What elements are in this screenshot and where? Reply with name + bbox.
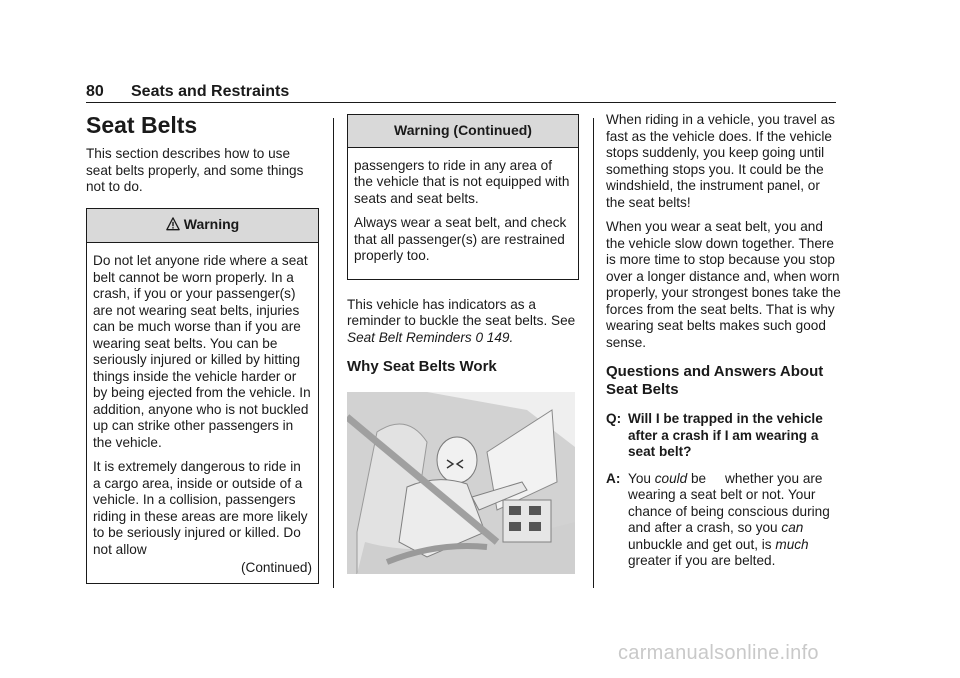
page-header <box>86 83 289 101</box>
answer-item <box>606 471 841 570</box>
section-title: Seats and Restraints <box>131 83 290 100</box>
answer-text: You could be whether you are wearing a seat belt or not. Your chance of being conscious during and after a crash, so you can unbuckle and get out, is much greater if you are belted. <box>628 470 834 568</box>
column-divider-1 <box>333 118 334 588</box>
qa-heading: Questions and Answers About Seat Belts <box>606 363 824 398</box>
warning-paragraph-1: Do not let anyone ride where a seat belt cannot be worn properly. In a crash, if you or your passenger(s) are not wearing seat belts, injuries can be much worse than if you are wearing seat belts. You can be seriously injured or killed by hitting things inside the vehicle harder or by being ejected from the vehicle. In addition, anyone who is not buckled up can strike other passengers in the vehicle. <box>93 253 311 450</box>
warning-continued-header: Warning (Continued) <box>348 115 578 148</box>
column-3 <box>606 112 841 580</box>
question-item <box>606 411 841 461</box>
column-2 <box>347 114 579 574</box>
warning-continued-paragraph-2: Always wear a seat belt, and check that all passenger(s) are restrained properly too. <box>354 215 567 263</box>
indicators-paragraph <box>347 297 579 347</box>
column-divider-2 <box>593 118 594 588</box>
intro-paragraph: This section describes how to use seat belts properly, and some things not to do. <box>86 146 304 194</box>
warning-paragraph-2: It is extremely dangerous to ride in a cargo area, inside or outside of a vehicle. In a collision, passengers riding in these areas are more likely to be seriously injured or killed. Do not allow <box>93 459 308 557</box>
seat-belt-reminders-link[interactable]: Seat Belt Reminders <box>347 329 472 345</box>
crash-test-figure <box>347 392 575 574</box>
warning-continued-paragraph-1: passengers to ride in any area of the vehicle that is not equipped with seats and seat belts. <box>354 157 570 206</box>
why-seat-belts-heading: Why Seat Belts Work <box>347 358 497 375</box>
question-text: Will I be trapped in the vehicle after a crash if I am wearing a seat belt? <box>628 411 823 459</box>
warning-heading: Warning <box>183 215 240 232</box>
warning-continued-box <box>347 114 579 280</box>
question-label: Q: <box>606 411 622 426</box>
warning-triangle-icon <box>166 217 180 235</box>
warning-header <box>87 209 318 244</box>
page-number: 80 <box>86 83 104 100</box>
indicators-text: This vehicle has indicators as a reminder to buckle the seat belts. See <box>347 296 576 328</box>
column-1 <box>86 112 319 584</box>
page-title: Seat Belts <box>86 112 198 138</box>
continued-label: (Continued) <box>240 560 312 575</box>
paragraph-travel-speed: When riding in a vehicle, you travel as fast as the vehicle does. If the vehicle stops suddenly, you keep going until something stops you. It could be the windshield, the instrument panel, or the seat belts! <box>606 112 835 210</box>
warning-box <box>86 208 319 584</box>
header-rule <box>86 102 836 103</box>
answer-label: A: <box>606 470 621 486</box>
page-reference: 0 149. <box>475 329 514 345</box>
watermark: carmanualsonline.info <box>618 642 819 664</box>
paragraph-slow-down: When you wear a seat belt, you and the vehicle slow down together. There is more time to stop because you stop over a longer distance and, when worn properly, your strongest bones take the forces from the seat belts. That is why wearing seat belts makes such good sense. <box>606 219 841 350</box>
